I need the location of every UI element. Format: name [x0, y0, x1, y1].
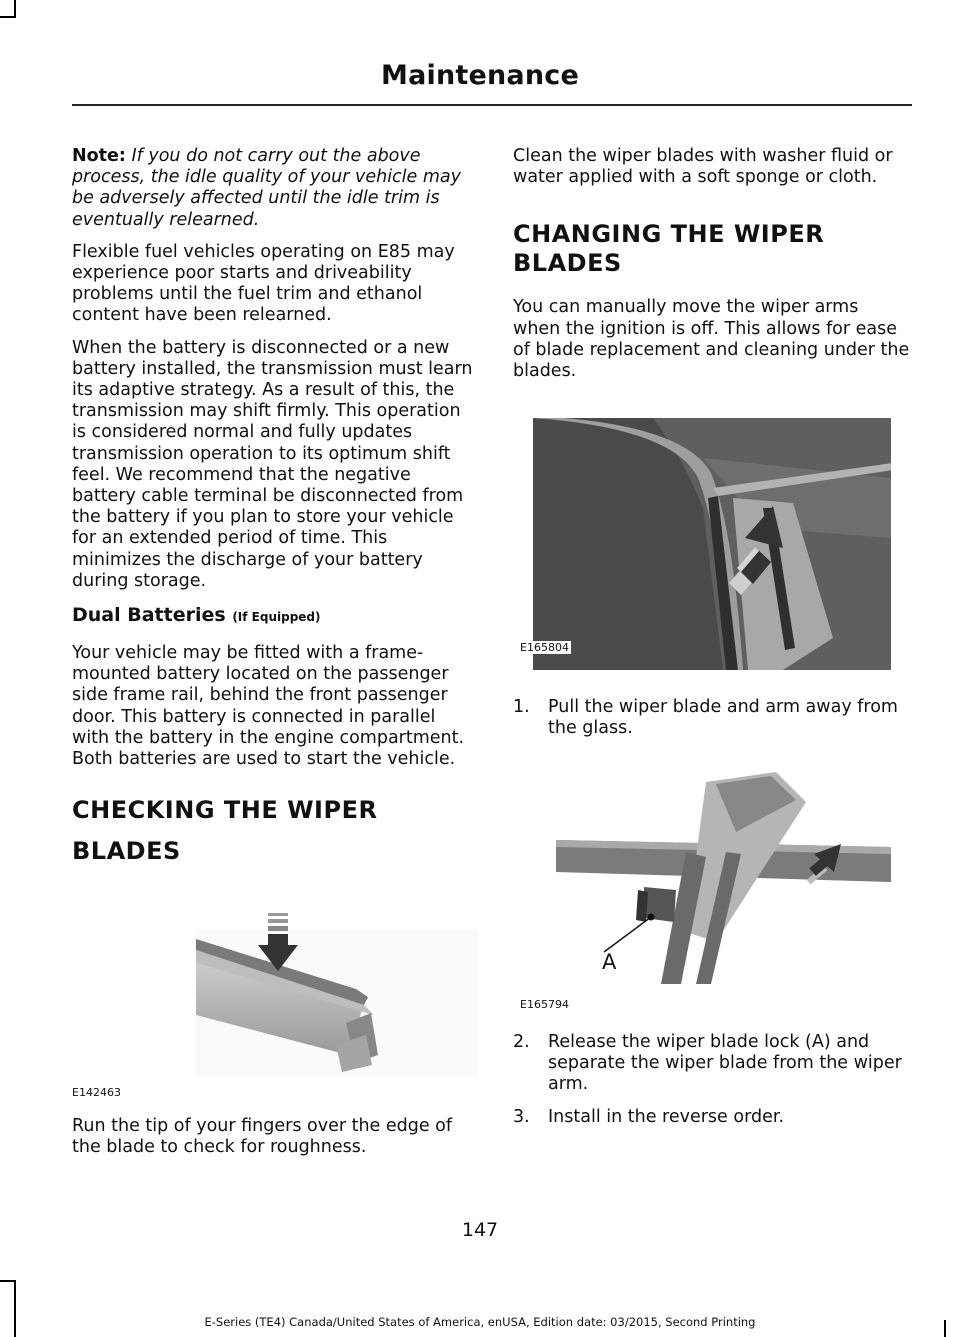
- callout-label-a: A: [602, 950, 617, 974]
- wiper-arm-image: [533, 418, 891, 670]
- crop-mark-bottom-left-h: [0, 1280, 16, 1282]
- changing-wiper-heading: [513, 220, 910, 278]
- steps-2-3-block: [513, 1032, 910, 1139]
- note-text: If you do not carry out the above process, the idle quality of your vehicle may be adversely affected until the idle trim is eventually relearned.: [72, 146, 461, 230]
- paragraph-e85: Flexible fuel vehicles operating on E85 may experience poor starts and driveability problems until the fuel trim and ethanol content have been relearned.: [72, 241, 455, 326]
- note-paragraph: [72, 146, 477, 231]
- figure-code-e142463: E142463: [72, 1086, 121, 1099]
- step-item-2: [513, 1032, 910, 1096]
- left-column: [72, 146, 477, 866]
- step-text: Release the wiper blade lock (A) and separate the wiper blade from the wiper arm.: [548, 1032, 902, 1095]
- changing-wiper-heading-line2: BLADES: [513, 249, 622, 278]
- wiper-blade-image: [196, 905, 478, 1076]
- steps-list-1: [513, 697, 910, 739]
- paragraph-dual-batteries: Your vehicle may be fitted with a frame-mounted battery located on the passenger side frame rail, behind the front passenger door. This battery is connected in parallel with the battery in the engine compartment. Both batteries are used to start the vehicle.: [72, 643, 465, 770]
- if-equipped-label: (If Equipped): [232, 610, 321, 625]
- step-item-1: [513, 697, 910, 739]
- checking-wiper-heading: [72, 796, 477, 866]
- left-column-bottom: [72, 1116, 477, 1169]
- step-text: Pull the wiper blade and arm away from the glass.: [548, 697, 898, 739]
- dual-batteries-heading-text: Dual Batteries: [72, 604, 226, 627]
- wiper-blade-check-illustration: [196, 905, 478, 1076]
- step-number: 3.: [513, 1106, 530, 1127]
- step-item-3: [513, 1107, 910, 1128]
- dual-batteries-heading: [72, 603, 477, 629]
- step-1-block: [513, 697, 910, 750]
- step-number: 2.: [513, 1032, 530, 1052]
- checking-wiper-heading-line1: CHECKING THE WIPER: [72, 796, 378, 825]
- crop-mark-top-left-h: [0, 16, 16, 18]
- page-title: Maintenance: [381, 60, 579, 91]
- header-divider: [72, 104, 912, 106]
- paragraph-transmission: When the battery is disconnected or a new battery installed, the transmission must learn its adaptive strategy. As a result of this, the transmission may shift firmly. This operation is considered normal and fully updates transmission operation to its optimum shift feel. We recommend that the negative battery cable terminal be disconnected from the battery if you plan to store your vehicle for an extended period of time. This minimizes the discharge of your battery during storage.: [72, 337, 473, 591]
- steps-list-2: [513, 1032, 910, 1128]
- paragraph-check-roughness: Run the tip of your fingers over the edge of the blade to check for roughness.: [72, 1116, 453, 1158]
- paragraph-move-wiper-arms: You can manually move the wiper arms when the ignition is off. This allows for ease of blade replacement and cleaning under the blades.: [513, 297, 910, 382]
- right-column: [513, 146, 910, 393]
- checking-wiper-heading-line2: BLADES: [72, 837, 181, 866]
- page-number: 147: [461, 1219, 499, 1241]
- changing-wiper-heading-line1: CHANGING THE WIPER: [513, 220, 825, 249]
- note-label: Note:: [72, 146, 126, 166]
- step-text: Install in the reverse order.: [548, 1106, 785, 1127]
- figure-code-e165794: E165794: [520, 998, 569, 1011]
- figure-code-e165804: E165804: [520, 641, 569, 654]
- wiper-arm-lift-illustration: [533, 418, 891, 670]
- paragraph-clean-blades: Clean the wiper blades with washer fluid or water applied with a soft sponge or cloth.: [513, 146, 893, 188]
- step-number: 1.: [513, 697, 530, 717]
- footer-edition: E-Series (TE4) Canada/United States of America, enUSA, Edition date: 03/2015, Second Printing: [204, 1315, 756, 1329]
